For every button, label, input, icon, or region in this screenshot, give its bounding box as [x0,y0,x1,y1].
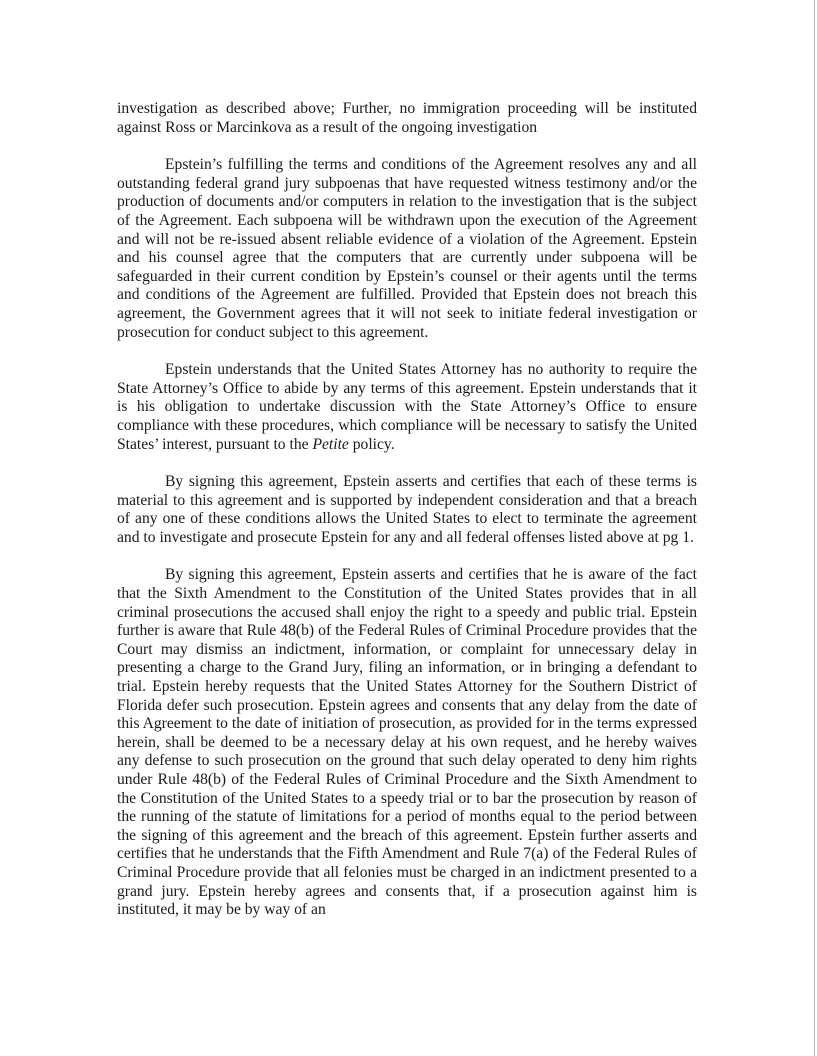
paragraph-material-terms: By signing this agreement, Epstein asserts and certifies that each of these terms is material to this agreement and is supported by independent consideration and that a breach of any one of these conditions allows the United States to elect to terminate the agreement and to investigate and prosecute Epstein for any and all federal offenses listed above at pg 1. [117,473,697,546]
page-edge-line [814,0,815,1056]
petite-policy-term: Petite [312,435,349,453]
paragraph-state-attorney-end: policy. [348,435,395,453]
paragraph-state-attorney-text: Epstein understands that the United States Attorney has no authority to require the State Attorney’s Office to abide by any terms of this agreement. Epstein understands that it is his obligation to undertake discussion with the State Attorney’s Office to ensure compliance with these procedures, which compliance will be necessary to satisfy the United States’ interest, pursuant to the [117,361,697,453]
paragraph-speedy-trial: By signing this agreement, Epstein asserts and certifies that he is aware of the fact that the Sixth Amendment to the Constitution of the United States provides that in all criminal prosecutions the accused shall enjoy the right to a speedy and public trial. Epstein further is aware that Rule 48(b) of the Federal Rules of Criminal Procedure provides that the Court may dismiss an indictment, information, or complaint for unnecessary delay in presenting a charge to the Grand Jury, filing an information, or in bringing a defendant to trial. Epstein hereby requests that the United States Attorney for the Southern District of Florida defer such prosecution. Epstein agrees and consents that any delay from the date of this Agreement to the date of initiation of prosecution, as provided for in the terms expressed herein, shall be deemed to be a necessary delay at his own request, and he hereby waives any defense to such prosecution on the ground that such delay operated to deny him rights under Rule 48(b) of the Federal Rules of Criminal Procedure and the Sixth Amendment to the Constitution of the United States to a speedy trial or to bar the prosecution by reason of the running of the statute of limitations for a period of months equal to the period between the signing of this agreement and the breach of this agreement. Epstein further asserts and certifies that he understands that the Fifth Amendment and Rule 7(a) of the Federal Rules of Criminal Procedure provide that all felonies must be charged in an indictment presented to a grand jury. Epstein hereby agrees and consents that, if a prosecution against him is instituted, it may be by way of an [117,566,697,919]
document-body [117,100,697,920]
paragraph-continuation: investigation as described above; Further, no immigration proceeding will be instituted against Ross or Marcinkova as a result of the ongoing investigation [117,100,697,136]
paragraph-state-attorney [117,361,697,454]
paragraph-subpoenas: Epstein’s fulfilling the terms and conditions of the Agreement resolves any and all outstanding federal grand jury subpoenas that have requested witness testimony and/or the production of documents and/or computers in relation to the investigation that is the subject of the Agreement. Each subpoena will be withdrawn upon the execution of the Agreement and will not be re-issued absent reliable evidence of a violation of the Agreement. Epstein and his counsel agree that the computers that are currently under subpoena will be safeguarded in their current condition by Epstein’s counsel or their agents until the terms and conditions of the Agreement are fulfilled. Provided that Epstein does not breach this agreement, the Government agrees that it will not seek to initiate federal investigation or prosecution for conduct subject to this agreement. [117,156,697,341]
